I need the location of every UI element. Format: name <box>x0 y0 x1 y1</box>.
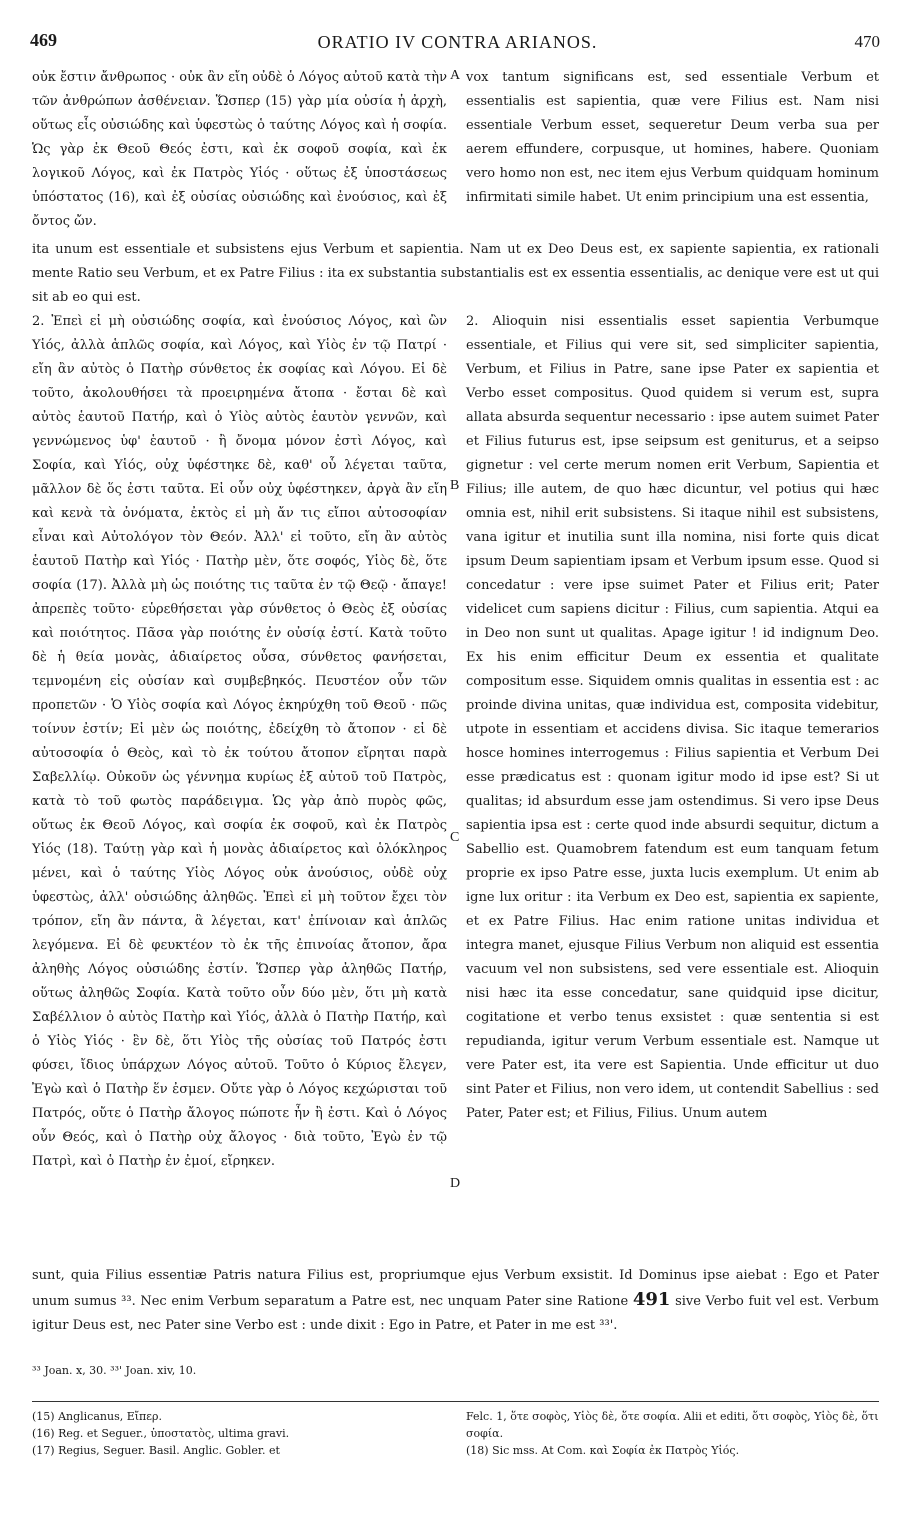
footnotes-right <box>466 1408 879 1459</box>
footnotes-left <box>32 1408 452 1459</box>
footnote-divider <box>32 1401 879 1402</box>
footnote: (15) Anglicanus, Εἴπερ. <box>32 1410 162 1423</box>
column-number: 491 <box>632 1289 671 1310</box>
running-title: ORATIO IV CONTRA ARIANOS. <box>317 32 598 52</box>
section-marker-d: D <box>450 1176 461 1191</box>
greek-paragraph: οὐκ ἔστιν ἄνθρωπος · οὐκ ἂν εἴη οὐδὲ ὁ Λόγος αὐτοῦ κατὰ τὴν τῶν ἀνθρώπων ἀσθένειαν. Ὥσπερ (15) γὰρ μία οὐσία ἡ ἀρχὴ, οὕτως εἷς οὐσιώδης καὶ ὑφεστὼς ὁ ταύτης Λόγος καὶ ἡ σοφία. Ὡς γὰρ ἐκ Θεοῦ Θεός ἐστι, καὶ ἐκ σοφοῦ σοφία, καὶ ἐκ λογικοῦ Λόγος, καὶ ἐκ Πατρὸς Υἱός · οὕτως ἐξ ὑποστάσεως ὑπόστατος (16), καὶ ἐξ οὐσίας οὐσιώδης καὶ ἐνούσιος, καὶ ἐξ ὄντος ὤν. <box>32 70 447 229</box>
section-marker-c: C <box>450 830 460 845</box>
footnote: (17) Regius, Seguer. Basil. Anglic. Gobler. et <box>32 1444 280 1457</box>
latin-column-main <box>466 310 879 1126</box>
full-width-latin-1 <box>32 238 879 310</box>
scripture-references: ³³ Joan. x, 30. ³³' Joan. xiv, 10. <box>32 1364 197 1377</box>
closing-text-a: sunt, quia Filius essentiæ Patris natura Filius est, propriumque ejus Verbum exsistit. Id Dominus ipse aiebat : Ego et Pater unum sumus ³³. Nec enim Verbum separatum a Patre est, nec unquam Pater sine Ratione <box>32 1268 879 1309</box>
latin-paragraph-2: 2. Alioquin nisi essentialis esset sapientia Verbumque essentiale, et Filius qui vere sit, sed simpliciter sapientia, Verbum, et Filius in Patre, sane ipse Pater ex sapientia et Verbo esset compositus. Quod quidem si verum est, supra allata absurda sequentur necessario : ipse autem suimet Pater et Filius futurus est, ipse seipsum est geniturus, et a seipso gignetur : vel certe merum nomen erit Verbum, Sapientia et Filius; ille autem, de quo hæc dicuntur, vel potius qui hæc omnia est, nihil erit subsistens. Si itaque nihil est subsistens, vana igitur et inutilia sunt illa nomina, nisi forte quis dicat ipsum Deum sapientiam ipsam et Verbum ipsum esse. Quod si concedatur : vere ipse suimet Pater et Filius erit; Pater videlicet cum sapiens dicitur : Filius, cum sapientia. Atqui ea in Deo non sunt ut qualitas. Apage igitur ! id indignum Deo. Ex his enim efficitur Deum ex essentia et qualitate compositum esse. Siquidem omnis qualitas in essentia est : ac proinde divina unitas, quæ individua est, composita videbitur, utpote in essentiam et accidens divisa. Sic itaque temerarios hosce homines interrogemus : Filius sapientia et Verbum Dei esse prædicatus est : quonam igitur modo id ipse est? Si ut qualitas; id absurdum esse jam ostendimus. Si vero ipse Deus sapientia ipsa est : certe quod inde absurdi sequitur, dictum a Sabellio est. Quamobrem fatendum est eum tanquam fetum proprie ex ipso Patre esse, juxta lucis exemplum. Ut enim ab igne lux oritur : ita Verbum ex Deo est, sapientia ex sapiente, et ex Patre Filius. Hac enim ratione unitas individua et integra manet, ejusque Filius Verbum non aliquid est essentia vacuum vel non subsistens, sed vere essentiale est. Alioquin nisi hæc ita esse concedatur, sane quidquid ipse dicitur, cogitatione et verbo tenus exsistet : quæ sententia si est repudianda, igitur verum Verbum essentiale est. Namque ut vere Pater est, ita vere est Sapientia. Unde efficitur ut duo sint Pater et Filius, non vero idem, ut contendit Sabellius : sed Pater, Pater est; et Filius, Filius. Unum autem <box>466 314 879 1121</box>
page-number-right: 470 <box>854 32 880 51</box>
latin-paragraph-closing <box>32 1264 879 1338</box>
footnote: (18) Sic mss. At Com. καὶ Σοφία ἐκ Πατρὸς Υἱός. <box>466 1444 740 1457</box>
full-width-latin-2 <box>32 1264 879 1338</box>
greek-paragraph-2: 2. Ἐπεὶ εἰ μὴ οὐσιώδης σοφία, καὶ ἐνούσιος Λόγος, καὶ ὢν Υἱός, ἀλλὰ ἁπλῶς σοφία, καὶ Λόγος, καὶ Υἱὸς ἐν τῷ Πατρί · εἴη ἂν αὐτὸς ὁ Πατὴρ σύνθετος ἐκ σοφίας καὶ Λόγου. Εἰ δὲ τοῦτο, ἀκολουθήσει τὰ προειρημένα ἄτοπα · ἔσται δὲ καὶ αὐτὸς ἑαυτοῦ Πατήρ, καὶ ὁ Υἱὸς αὐτὸς ἑαυτὸν γεννῶν, καὶ γεννώμενος ὑφ' ἑαυτοῦ · ἢ ὄνομα μόνον ἐστὶ Λόγος, καὶ Σοφία, καὶ Υἱός, οὐχ ὑφέστηκε δὲ, καθ' οὗ λέγεται ταῦτα, μᾶλλον δὲ ὅς ἐστι ταῦτα. Εἰ οὖν οὐχ ὑφέστηκεν, ἀργὰ ἂν εἴη καὶ κενὰ τὰ ὀνόματα, ἐκτὸς εἰ μὴ ἄν τις εἴποι αὐτοσοφίαν εἶναι καὶ Αὐτολόγον τὸν Θεόν. Ἀλλ' εἰ τοῦτο, εἴη ἂν αὐτὸς ἑαυτοῦ Πατὴρ καὶ Υἱός · Πατὴρ μὲν, ὅτε σοφός, Υἱὸς δὲ, ὅτε σοφία (17). Ἀλλὰ μὴ ὡς ποιότης τις ταῦτα ἐν τῷ Θεῷ · ἄπαγε! ἀπρεπὲς τοῦτο· εὑρεθήσεται γὰρ σύνθετος ὁ Θεὸς ἐξ οὐσίας καὶ ποιότητος. Πᾶσα γὰρ ποιότης ἐν οὐσίᾳ ἐστί. Κατὰ τοῦτο δὲ ἡ θεία μονὰς, ἀδιαίρετος οὖσα, σύνθετος φανήσεται, τεμνομένη εἰς οὐσίαν καὶ συμβεβηκός. Πευστέον οὖν τῶν προπετῶν · Ὁ Υἱὸς σοφία καὶ Λόγος ἐκηρύχθη τοῦ Θεοῦ · πῶς τοίνυν ἐστίν; Εἰ μὲν ὡς ποιότης, ἐδείχθη τὸ ἄτοπον · εἰ δὲ αὐτοσοφία ὁ Θεὸς, καὶ τὸ ἐκ τούτου ἄτοπον εἴρηται παρὰ Σαβελλίῳ. Οὐκοῦν ὡς γέννημα κυρίως ἐξ αὐτοῦ τοῦ Πατρὸς, κατὰ τὸ τοῦ φωτὸς παράδειγμα. Ὡς γὰρ ἀπὸ πυρὸς φῶς, οὕτως ἐκ Θεοῦ Λόγος, καὶ σοφία ἐκ σοφοῦ, καὶ ἐκ Πατρὸς Υἱός (18). Ταύτῃ γὰρ καὶ ἡ μονὰς ἀδιαίρετος καὶ ὁλόκληρος μένει, καὶ ὁ ταύτης Υἱὸς Λόγος οὐκ ἀνούσιος, οὐδὲ οὐχ ὑφεστὼς, ἀλλ' οὐσιώδης ἀληθῶς. Ἐπεὶ εἰ μὴ τοῦτον ἔχει τὸν τρόπον, εἴη ἂν πάντα, ἃ λέγεται, κατ' ἐπίνοιαν καὶ ἁπλῶς λεγόμενα. Εἰ δὲ φευκτέον τὸ ἐκ τῆς ἐπινοίας ἄτοπον, ἄρα ἀληθὴς Λόγος οὐσιώδης ἐστίν. Ὥσπερ γὰρ ἀληθῶς Πατήρ, οὕτως ἀληθῶς Σοφία. Κατὰ τοῦτο οὖν δύο μὲν, ὅτι μὴ κατὰ Σαβέλλιον ὁ αὐτὸς Πατὴρ καὶ Υἱός, ἀλλὰ ὁ Πατὴρ Πατήρ, καὶ ὁ Υἱὸς Υἱός · ἓν δὲ, ὅτι Υἱὸς τῆς οὐσίας τοῦ Πατρός ἐστι φύσει, ἴδιος ὑπάρχων Λόγος αὐτοῦ. Τοῦτο ὁ Κύριος ἔλεγεν, Ἐγὼ καὶ ὁ Πατὴρ ἕν ἐσμεν. Οὔτε γὰρ ὁ Λόγος κεχώρισται τοῦ Πατρός, οὔτε ὁ Πατὴρ ἄλογος πώποτε ἦν ἢ ἐστι. Καὶ ὁ Λόγος οὖν Θεός, καὶ ὁ Πατὴρ οὐχ ἄλογος · διὰ τοῦτο, Ἐγὼ ἐν τῷ Πατρὶ, καὶ ὁ Πατὴρ ἐν ἐμοί, εἴρηκεν. <box>32 314 447 1169</box>
latin-paragraph-full: ita unum est essentiale et subsistens ejus Verbum et sapientia. Nam ut ex Deo Deus est, ex sapiente sapientia, ex rationali mente Ratio seu Verbum, et ex Patre Filius : ita ex substantia substantialis est ex essentia essentialis, ac denique vere est ut qui sit ab eo qui est. <box>32 242 879 305</box>
footnote: Felc. 1, ὅτε σοφὸς, Υἱὸς δὲ, ὅτε σοφία. Alii et editi, ὅτι σοφὸς, Υἱὸς δὲ, ὅτι σοφία. <box>466 1410 879 1440</box>
page-number-left: 469 <box>30 30 57 50</box>
greek-column-top <box>32 66 447 234</box>
section-marker-a: A <box>450 68 461 83</box>
closing-text-b: sive Verbo fuit vel est. Verbum igitur Deus est, nec Pater sine Verbo est : unde dixit : Ego in Patre, et Pater in me est ³³'. <box>32 1294 880 1333</box>
running-header <box>0 30 915 60</box>
latin-column-top <box>466 66 879 210</box>
latin-paragraph: vox tantum significans est, sed essentiale Verbum et essentialis est sapientia, quæ vere Filius est. Nam nisi essentiale Verbum esset, sequeretur Deum verba sua per aerem effundere, corpusque, ut homines, habere. Quoniam vero homo non est, nec item ejus Verbum quidquam hominum infirmitati simile habet. Ut enim principium una est essentia, <box>466 70 879 205</box>
footnote: (16) Reg. et Seguer., ὑποστατὸς, ultima gravi. <box>32 1427 290 1440</box>
section-marker-b: B <box>450 478 460 493</box>
greek-column-main <box>32 310 447 1174</box>
